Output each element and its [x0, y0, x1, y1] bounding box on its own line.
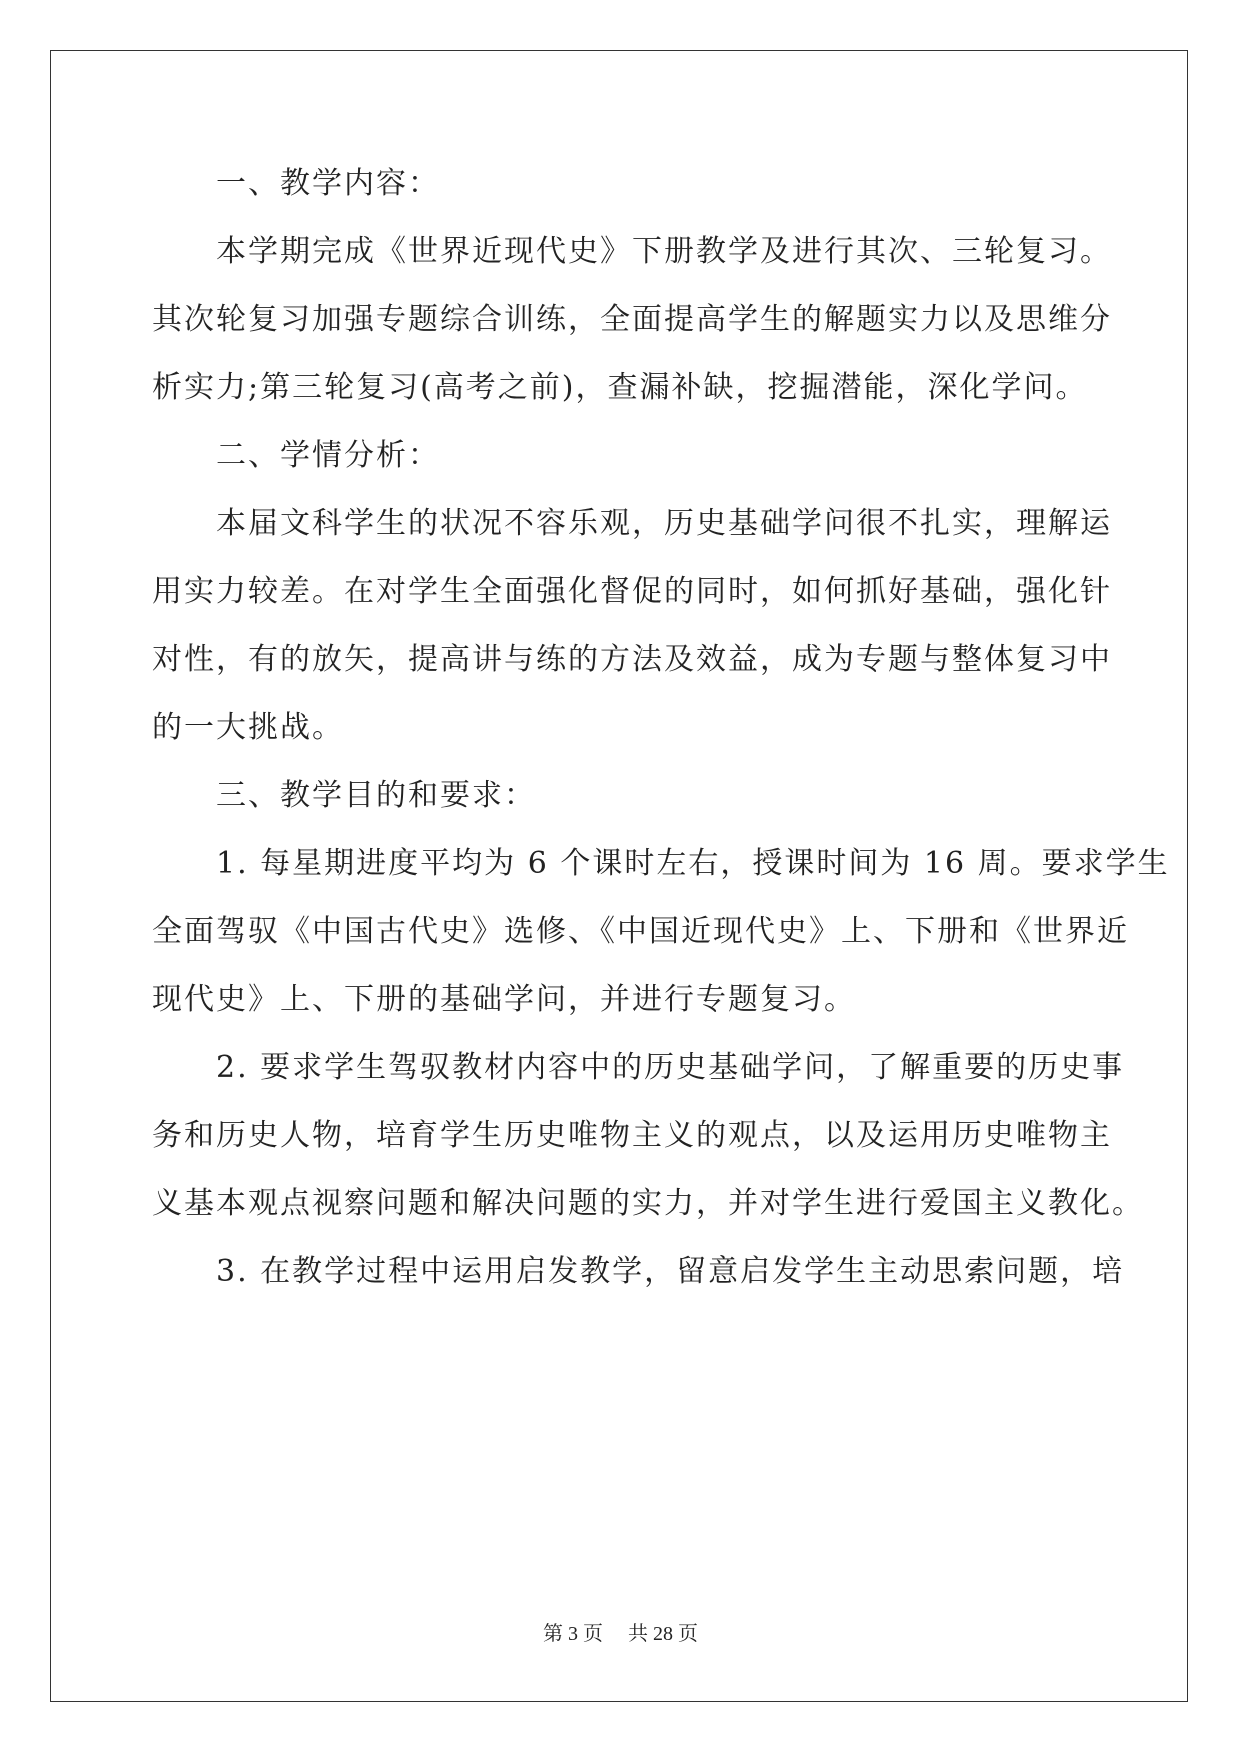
paragraph-line: 3. 在教学过程中运用启发教学，留意启发学生主动思索问题，培 [152, 1254, 1125, 1289]
heading-goals-requirements: 三、教学目的和要求： [152, 778, 536, 813]
paragraph-line: 析实力;第三轮复习(高考之前)，查漏补缺，挖掘潜能，深化学问。 [152, 370, 1088, 405]
paragraph-line: 其次轮复习加强专题综合训练，全面提高学生的解题实力以及思维分 [152, 302, 1112, 337]
paragraph-line: 全面驾驭《中国古代史》选修、《中国近现代史》上、下册和《世界近 [152, 914, 1129, 949]
paragraph-line: 义基本观点视察问题和解决问题的实力，并对学生进行爱国主义教化。 [152, 1186, 1144, 1221]
paragraph-line: 本届文科学生的状况不容乐观，历史基础学问很不扎实，理解运 [152, 506, 1112, 541]
page-footer: 第 3 页 共 28 页 [543, 1623, 698, 1645]
paragraph-line: 用实力较差。在对学生全面强化督促的同时，如何抓好基础，强化针 [152, 574, 1112, 609]
paragraph-line: 的一大挑战。 [152, 710, 344, 745]
paragraph-line: 对性，有的放矢，提高讲与练的方法及效益，成为专题与整体复习中 [152, 642, 1112, 677]
heading-teaching-content: 一、教学内容： [152, 166, 440, 201]
paragraph-line: 务和历史人物，培育学生历史唯物主义的观点，以及运用历史唯物主 [152, 1118, 1112, 1153]
heading-situation-analysis: 二、学情分析： [152, 438, 440, 473]
paragraph-line: 2. 要求学生驾驭教材内容中的历史基础学问，了解重要的历史事 [152, 1050, 1125, 1085]
paragraph-line: 现代史》上、下册的基础学问，并进行专题复习。 [152, 982, 856, 1017]
paragraph-line: 1. 每星期进度平均为 6 个课时左右，授课时间为 16 周。要求学生 [152, 846, 1170, 881]
paragraph-line: 本学期完成《世界近现代史》下册教学及进行其次、三轮复习。 [152, 234, 1112, 269]
